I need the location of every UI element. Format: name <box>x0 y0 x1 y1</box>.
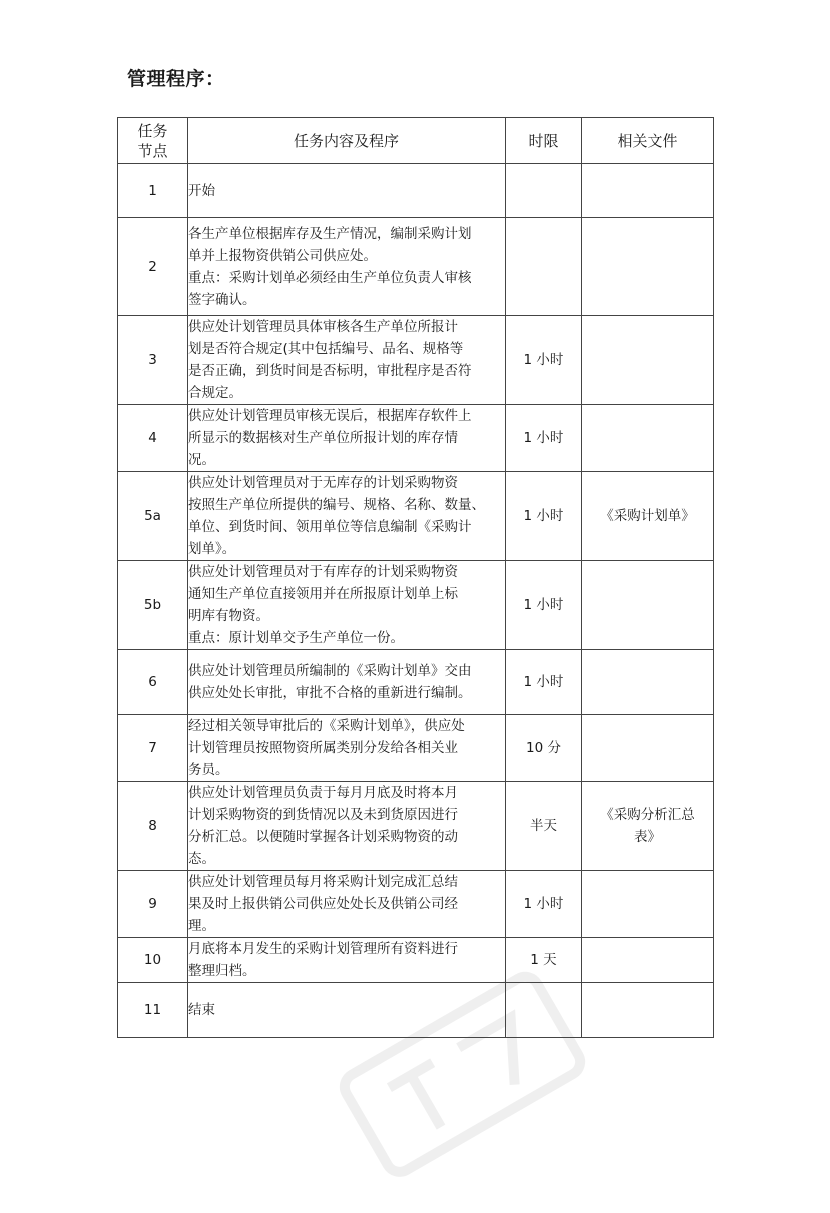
table-row <box>118 650 714 715</box>
page-title: 管理程序： <box>127 68 225 90</box>
related-doc-line: 《采购计划单》 <box>600 508 695 524</box>
task-content-line: 重点：采购计划单必须经由生产单位负责人审核 <box>188 269 472 286</box>
time-limit-cell: 10 分 <box>506 715 582 782</box>
task-content-line: 按照生产单位所提供的编号、规格、名称、数量、 <box>188 497 485 513</box>
task-node-cell: 10 <box>118 938 188 983</box>
task-content-line: 单并上报物资供销公司供应处。 <box>188 247 377 264</box>
related-doc-cell <box>582 218 714 316</box>
task-content-line: 月底将本月发生的采购计划管理所有资料进行 <box>188 941 458 957</box>
task-content-line: 合规定。 <box>188 385 242 401</box>
header-related-docs: 相关文件 <box>582 118 714 164</box>
time-limit-cell <box>506 983 582 1038</box>
related-doc-cell <box>582 782 714 871</box>
header-task-node-line1: 任务 <box>137 121 168 140</box>
table-header-row <box>118 118 714 164</box>
task-content-line: 签字确认。 <box>188 291 256 308</box>
task-node-cell: 1 <box>118 164 188 218</box>
task-content-line: 供应处计划管理员对于有库存的计划采购物资 <box>188 564 458 580</box>
table-row <box>118 938 714 983</box>
task-node-cell: 9 <box>118 871 188 938</box>
task-content-cell <box>188 316 506 405</box>
task-content-line: 所显示的数据核对生产单位所报计划的库存情 <box>188 430 458 446</box>
task-content-line: 是否正确，到货时间是否标明，审批程序是否符 <box>188 363 472 379</box>
time-limit-cell <box>506 218 582 316</box>
task-content-line: 划是否符合规定(其中包括编号、品名、规格等 <box>188 341 464 357</box>
task-content-line: 供应处计划管理员所编制的《采购计划单》交由 <box>188 663 472 679</box>
task-content-cell <box>188 983 506 1038</box>
task-content-line: 况。 <box>188 452 215 468</box>
task-content-line: 开始 <box>188 182 215 199</box>
related-doc-cell <box>582 164 714 218</box>
task-content-line: 供应处处长审批，审批不合格的重新进行编制。 <box>188 685 472 701</box>
task-content-cell <box>188 218 506 316</box>
related-doc-cell <box>582 650 714 715</box>
task-content-line: 重点：原计划单交予生产单位一份。 <box>188 630 404 646</box>
table-row <box>118 871 714 938</box>
related-doc-line: 《采购分析汇总 <box>600 807 695 823</box>
task-content-line: 供应处计划管理员具体审核各生产单位所报计 <box>188 319 458 335</box>
task-node-cell: 11 <box>118 983 188 1038</box>
procedure-table <box>117 117 714 1038</box>
task-content-line: 供应处计划管理员每月将采购计划完成汇总结 <box>188 874 458 890</box>
related-doc-cell <box>582 983 714 1038</box>
task-content-cell <box>188 164 506 218</box>
task-content-cell <box>188 782 506 871</box>
task-content-line: 整理归档。 <box>188 963 256 979</box>
task-node-cell: 3 <box>118 316 188 405</box>
task-content-line: 理。 <box>188 918 215 934</box>
related-doc-cell <box>582 405 714 472</box>
related-doc-cell <box>582 938 714 983</box>
task-content-line: 务员。 <box>188 762 229 778</box>
table-row <box>118 316 714 405</box>
task-content-cell <box>188 715 506 782</box>
task-node-cell: 6 <box>118 650 188 715</box>
header-content: 任务内容及程序 <box>188 118 506 164</box>
task-node-cell: 2 <box>118 218 188 316</box>
task-content-line: 结束 <box>188 1002 215 1018</box>
related-doc-cell <box>582 871 714 938</box>
time-limit-cell <box>506 164 582 218</box>
task-content-line: 果及时上报供销公司供应处处长及供销公司经 <box>188 896 458 912</box>
time-limit-cell: 1 小时 <box>506 650 582 715</box>
task-content-line: 划单》。 <box>188 541 236 557</box>
task-content-line: 分析汇总。以便随时掌握各计划采购物资的动 <box>188 829 458 845</box>
table-row <box>118 782 714 871</box>
task-content-line: 经过相关领导审批后的《采购计划单》，供应处 <box>188 718 465 734</box>
related-doc-cell <box>582 316 714 405</box>
task-node-cell: 4 <box>118 405 188 472</box>
task-content-line: 计划采购物资的到货情况以及未到货原因进行 <box>188 807 458 823</box>
header-time-limit: 时限 <box>506 118 582 164</box>
task-content-line: 供应处计划管理员对于无库存的计划采购物资 <box>188 475 458 491</box>
table-row <box>118 561 714 650</box>
task-content-line: 通知生产单位直接领用并在所报原计划单上标 <box>188 586 458 602</box>
task-content-line: 计划管理员按照物资所属类别分发给各相关业 <box>188 740 458 756</box>
task-content-cell <box>188 871 506 938</box>
task-node-cell: 5b <box>118 561 188 650</box>
related-doc-cell <box>582 561 714 650</box>
table-row <box>118 164 714 218</box>
table-row <box>118 983 714 1038</box>
time-limit-cell: 1 天 <box>506 938 582 983</box>
time-limit-cell: 1 小时 <box>506 561 582 650</box>
task-content-cell <box>188 561 506 650</box>
task-content-line: 单位、到货时间、领用单位等信息编制《采购计 <box>188 519 472 535</box>
task-content-line: 明库有物资。 <box>188 608 269 624</box>
task-content-line: 态。 <box>188 851 215 867</box>
time-limit-cell: 半天 <box>506 782 582 871</box>
related-doc-cell <box>582 715 714 782</box>
time-limit-cell: 1 小时 <box>506 871 582 938</box>
related-doc-line: 表》 <box>634 829 661 845</box>
task-node-cell: 8 <box>118 782 188 871</box>
task-node-cell: 5a <box>118 472 188 561</box>
task-node-cell: 7 <box>118 715 188 782</box>
task-content-line: 供应处计划管理员负责于每月月底及时将本月 <box>188 785 458 801</box>
header-task-node-line2: 节点 <box>137 141 168 160</box>
time-limit-cell: 1 小时 <box>506 316 582 405</box>
task-content-cell <box>188 472 506 561</box>
task-content-cell <box>188 938 506 983</box>
task-content-cell <box>188 405 506 472</box>
table-row <box>118 715 714 782</box>
task-content-line: 各生产单位根据库存及生产情况，编制采购计划 <box>188 225 472 242</box>
table-row <box>118 405 714 472</box>
time-limit-cell: 1 小时 <box>506 472 582 561</box>
task-content-line: 供应处计划管理员审核无误后，根据库存软件上 <box>188 408 472 424</box>
table-row <box>118 472 714 561</box>
header-task-node <box>118 118 188 164</box>
task-content-cell <box>188 650 506 715</box>
table-row <box>118 218 714 316</box>
related-doc-cell <box>582 472 714 561</box>
time-limit-cell: 1 小时 <box>506 405 582 472</box>
